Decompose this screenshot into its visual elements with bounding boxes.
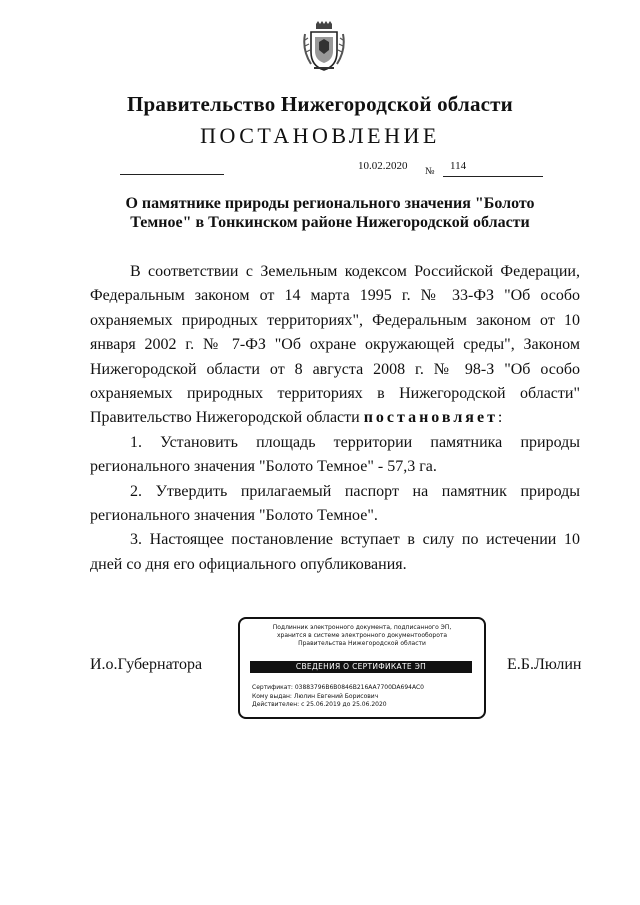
preamble-text: В соответствии с Земельным кодексом Российской Федерации, Федеральным законом от 14 марта 1995 г. № 33-ФЗ "Об особо охраняемых природных территориях", Федеральным законом от 10 января 2002 г. № 7-ФЗ "Об охране окружающей среды", Законом Нижегородской области от 8 августа 2008 г. № 98-З "Об особо охраняемых природных территориях в Нижегородской области" Правительство Нижегородской области <box>90 263 580 427</box>
organization-title: Правительство Нижегородской области <box>127 92 513 116</box>
coat-of-arms-emblem <box>302 20 346 72</box>
electronic-signature-stamp <box>238 617 486 719</box>
document-title: О памятнике природы регионального значения "Болото Темное" в Тонкинском районе Нижегородской области <box>125 195 535 231</box>
signatory-position: И.о.Губернатора <box>90 656 203 673</box>
stamp-header-line: Подлинник электронного документа, подписанного ЭП, <box>272 624 452 631</box>
stamp-certificate-bar: СВЕДЕНИЯ О СЕРТИФИКАТЕ ЭП <box>250 661 472 673</box>
stamp-issued-to: Кому выдан: Люлин Евгений Борисович <box>252 692 379 700</box>
document-type: ПОСТАНОВЛЕНИЕ <box>200 123 440 148</box>
item-1: 1. Установить площадь территории памятника природы регионального значения "Болото Темное" - 57,3 га. <box>90 433 580 476</box>
stamp-details <box>252 684 424 710</box>
document-date: 10.02.2020 <box>358 160 408 172</box>
date-blank-line <box>120 174 224 175</box>
stamp-header-line: Правительства Нижегородской области <box>298 640 426 648</box>
number-sign: № <box>425 166 435 177</box>
document-number: 114 <box>450 160 467 172</box>
number-underline <box>443 176 543 177</box>
stamp-header <box>240 624 484 649</box>
signatory-name: Е.Б.Люлин <box>507 656 582 673</box>
stamp-validity: Действителен: с 25.06.2019 до 25.06.2020 <box>252 701 387 708</box>
stamp-certificate-id: Сертификат: 03883796B6B0846B216AA7700DA694AC0 <box>252 684 424 691</box>
decree-colon: : <box>497 409 503 427</box>
document-body <box>90 260 580 577</box>
decree-word: постановляет <box>363 409 498 427</box>
item-2: 2. Утвердить прилагаемый паспорт на памятник природы регионального значения "Болото Темное". <box>90 482 580 525</box>
stamp-header-line: хранится в системе электронного документооборота <box>276 632 448 640</box>
item-3: 3. Настоящее постановление вступает в силу по истечении 10 дней со дня его официального опубликования. <box>90 531 580 573</box>
preamble-paragraph <box>90 260 580 431</box>
